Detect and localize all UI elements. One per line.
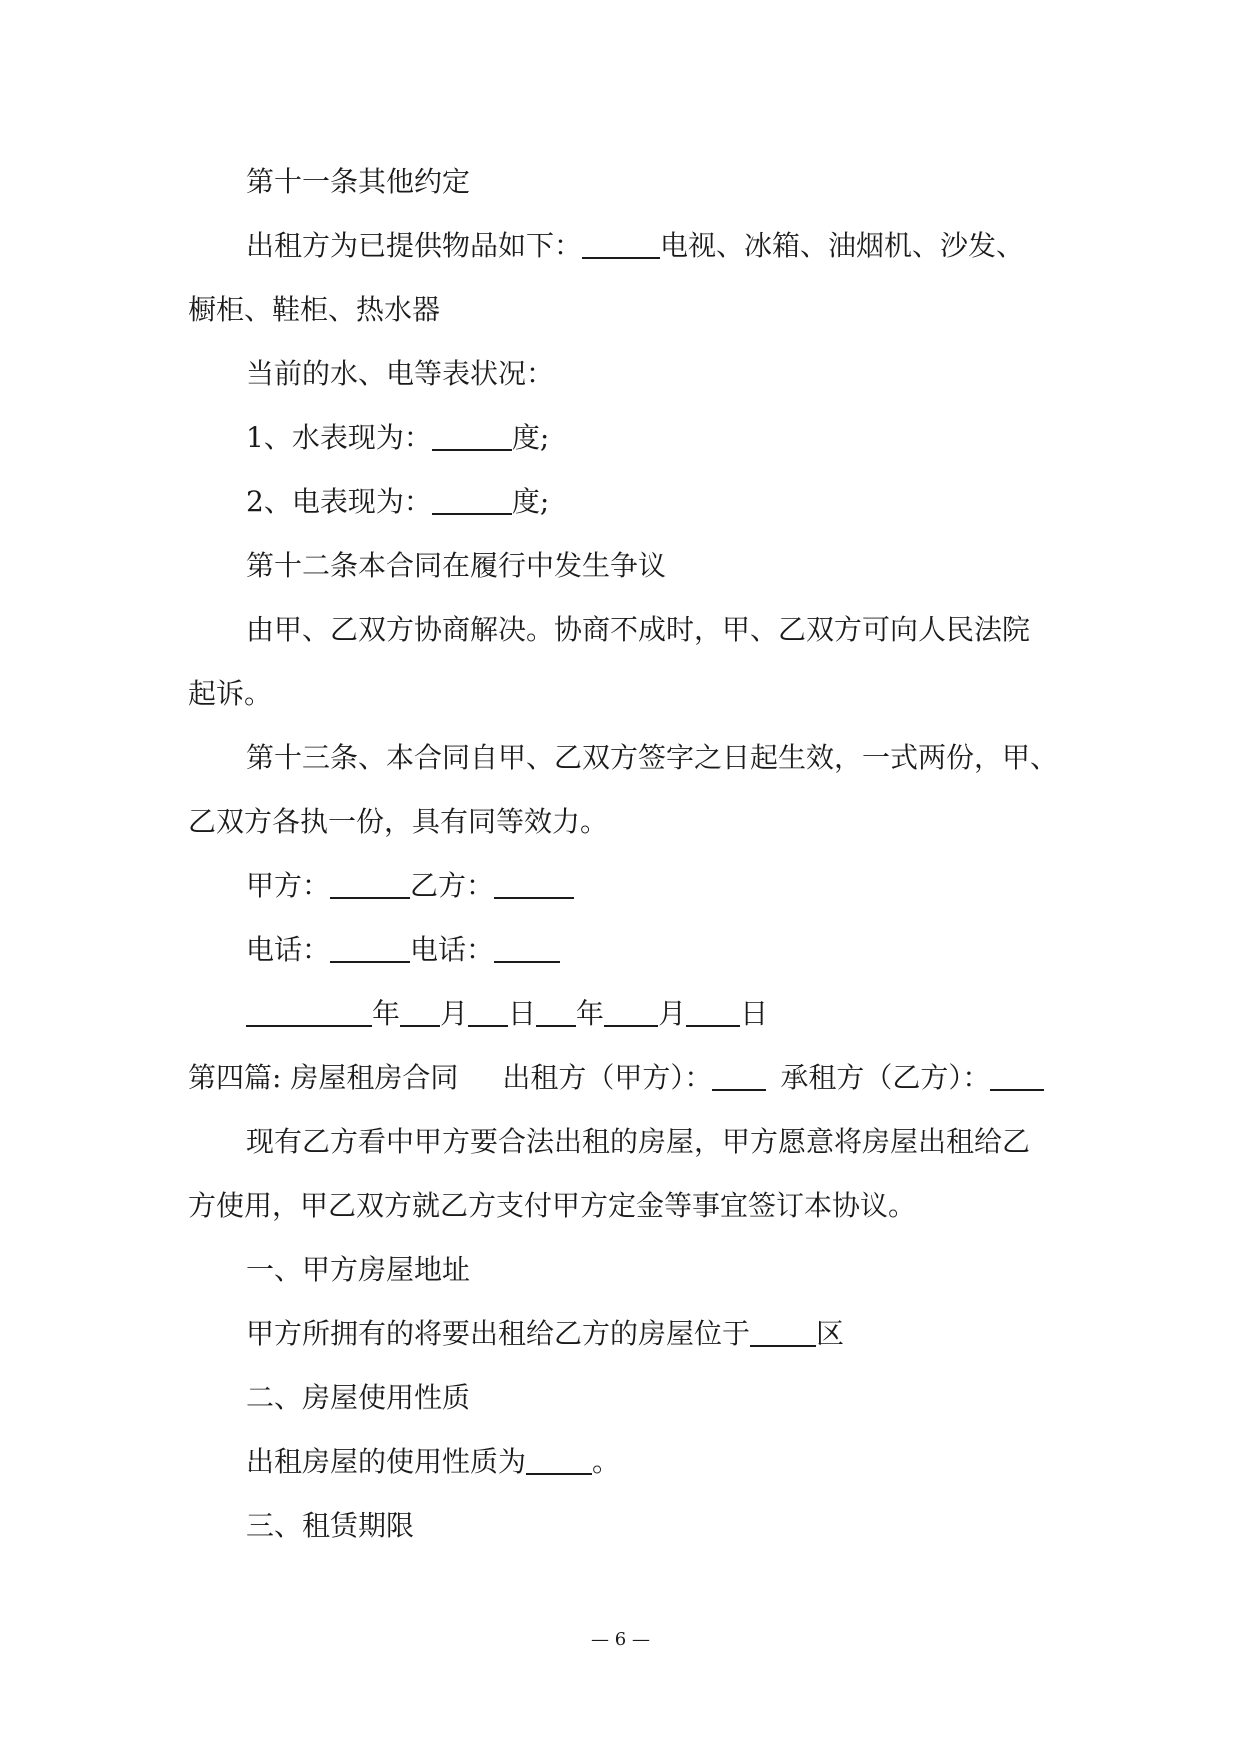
article-13-text-continued: 乙双方各执一份，具有同等效力。	[188, 805, 609, 838]
intro-text: 现有乙方看中甲方要合法出租的房屋，甲方愿意将房屋出租给乙	[246, 1125, 1031, 1158]
section-1-heading: 一、甲方房屋地址	[246, 1253, 471, 1286]
fill-in-blank	[604, 995, 658, 1027]
phone-line: 电话： 电话：	[246, 930, 560, 970]
section-3-heading: 三、租赁期限	[246, 1509, 415, 1542]
fill-in-blank	[526, 1443, 592, 1475]
provided-items-continued: 橱柜、鞋柜、热水器	[188, 293, 441, 326]
date-line: 年 月 日 年 月 日	[246, 994, 768, 1034]
section-2-text: 出租房屋的使用性质为 。	[246, 1445, 621, 1478]
fill-in-blank	[712, 1059, 766, 1091]
fill-in-blank	[582, 227, 660, 259]
fill-in-blank	[330, 867, 410, 899]
meter-status-heading: 当前的水、电等表状况：	[246, 357, 555, 390]
provided-items-line: 出租方为已提供物品如下： 电视、冰箱、油烟机、沙发、	[246, 229, 1025, 262]
article-12-text-continued: 起诉。	[188, 677, 273, 710]
party-signature-line: 甲方： 乙方：	[246, 866, 574, 906]
article-12-heading: 第十二条本合同在履行中发生争议	[246, 549, 667, 582]
article-13-text: 第十三条、本合同自甲、乙双方签字之日起生效，一式两份，甲、	[246, 741, 1059, 774]
water-meter-line: 1、水表现为： 度;	[246, 421, 550, 454]
section-1-text: 甲方所拥有的将要出租给乙方的房屋位于 区	[246, 1317, 845, 1350]
article-11-heading: 第十一条其他约定	[246, 165, 471, 198]
article-12-text: 由甲、乙双方协商解决。协商不成时，甲、乙双方可向人民法院	[246, 613, 1031, 646]
fill-in-blank	[432, 483, 512, 515]
fill-in-blank	[330, 931, 410, 963]
fill-in-blank	[400, 995, 440, 1027]
electric-meter-line: 2、电表现为： 度;	[246, 485, 550, 518]
fill-in-blank	[686, 995, 740, 1027]
chapter-4-heading: 第四篇: 房屋租房合同 出租方（甲方）： 承租方（乙方）：	[188, 1058, 1044, 1098]
fill-in-blank	[246, 995, 372, 1027]
fill-in-blank	[990, 1059, 1044, 1091]
intro-text-continued: 方使用，甲乙双方就乙方支付甲方定金等事宜签订本协议。	[188, 1189, 917, 1222]
fill-in-blank	[494, 931, 560, 963]
fill-in-blank	[536, 995, 576, 1027]
page-number: — 6 —	[591, 1629, 650, 1650]
fill-in-blank	[432, 419, 512, 451]
section-2-heading: 二、房屋使用性质	[246, 1381, 471, 1414]
fill-in-blank	[494, 867, 574, 899]
fill-in-blank	[468, 995, 508, 1027]
fill-in-blank	[750, 1315, 816, 1347]
